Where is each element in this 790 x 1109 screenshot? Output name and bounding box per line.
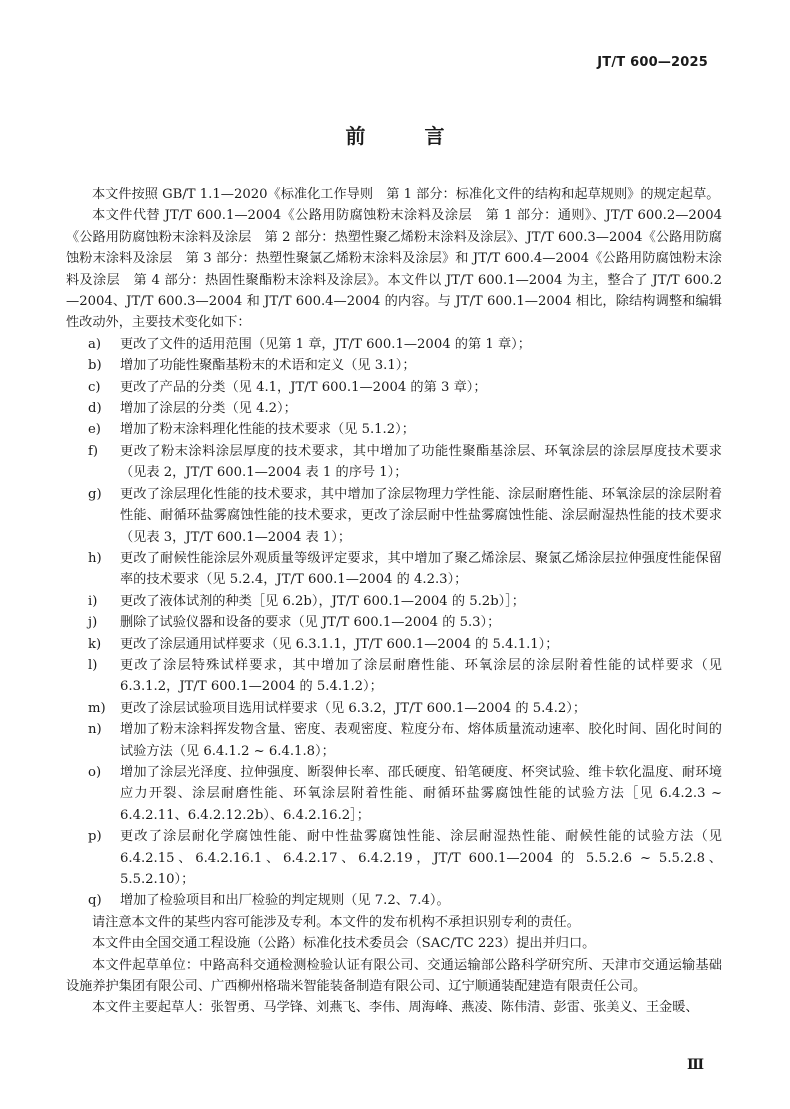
list-item-text: 更改了产品的分类（见 4.1，JT/T 600.1—2004 的第 3 章）； — [120, 379, 487, 395]
list-marker: k) — [88, 636, 102, 652]
list-marker: f) — [88, 443, 99, 459]
list-item-text: 更改了涂层耐化学腐蚀性能、耐中性盐雾腐蚀性能、涂层耐湿热性能、耐候性能的试验方法（见 6.4.2.15、6.4.2.16.1、6.4.2.17、6.4.2.19，JT/T 600.1—2004 的 5.5.2.6 ~ 5.5.2.8、5.5.2.10）； — [120, 829, 722, 887]
paragraph-proposer: 本文件由全国交通工程设施（公路）标准化技术委员会（SAC/TC 223）提出并归口。 — [92, 936, 596, 952]
list-item — [66, 377, 722, 398]
list-marker: l) — [88, 657, 98, 673]
list-marker: n) — [88, 722, 102, 738]
list-marker: i) — [88, 593, 98, 609]
list-item-text: 更改了液体试剂的种类［见 6.2b），JT/T 600.1—2004 的 5.2b）］； — [120, 593, 525, 609]
list-marker: h) — [88, 550, 102, 566]
paragraph-drafting-units: 本文件起草单位：中路高科交通检测检验认证有限公司、交通运输部公路科学研究所、天津市交通运输基础设施养护集团有限公司、广西柳州格瑞米智能装备制造有限公司、辽宁顺通装配建造有限责任公司。 — [66, 957, 722, 995]
paragraph-drafters: 本文件主要起草人：张智勇、马学锋、刘燕飞、李伟、周海峰、燕凌、陈伟清、彭雷、张美义、王金暖、 — [92, 1000, 699, 1016]
list-item-text: 增加了涂层的分类（见 4.2）； — [120, 401, 297, 417]
paragraph-patent-notice: 请注意本文件的某些内容可能涉及专利。本文件的发布机构不承担识别专利的责任。 — [92, 914, 580, 930]
list-marker: c) — [88, 379, 101, 395]
page-number: Ⅲ — [686, 1057, 704, 1073]
list-item-text: 增加了功能性聚酯基粉末的术语和定义（见 3.1）； — [120, 358, 416, 374]
list-item — [66, 655, 722, 698]
list-item-text: 更改了涂层特殊试样要求，其中增加了涂层耐磨性能、环氧涂层的涂层附着性能的试样要求（见 6.3.1.2，JT/T 600.1—2004 的 5.4.1.2）； — [120, 657, 722, 695]
list-item-text: 更改了涂层通用试样要求（见 6.3.1.1，JT/T 600.1—2004 的 5.4.1.1）； — [120, 636, 559, 652]
list-item-text: 更改了耐候性能涂层外观质量等级评定要求，其中增加了聚乙烯涂层、聚氯乙烯涂层拉伸强度性能保留率的技术要求（见 5.2.4，JT/T 600.1—2004 的 4.2.3）； — [120, 550, 722, 588]
list-item — [66, 612, 722, 633]
list-marker: a) — [88, 336, 102, 352]
list-item-text: 增加了粉末涂料挥发物含量、密度、表观密度、粒度分布、熔体质量流动速率、胶化时间、固化时间的试验方法（见 6.4.1.2 ~ 6.4.1.8）； — [120, 722, 722, 759]
list-marker: b) — [88, 358, 102, 374]
list-item-text: 更改了涂层试验项目选用试样要求（见 6.3.2，JT/T 600.1—2004 的 5.4.2）； — [120, 700, 587, 716]
list-marker: e) — [88, 422, 101, 438]
page-title: 前 言 — [345, 124, 471, 148]
list-item — [66, 591, 722, 612]
foreword-body — [66, 184, 722, 1019]
list-item — [66, 826, 722, 890]
list-item — [66, 890, 722, 911]
list-item — [66, 548, 722, 591]
list-marker: p) — [88, 829, 102, 845]
list-item — [66, 719, 722, 762]
list-item — [66, 398, 722, 419]
standard-code: JT/T 600—2025 — [597, 55, 708, 70]
list-marker: j) — [88, 615, 98, 631]
paragraph-replacement: 本文件代替 JT/T 600.1—2004《公路用防腐蚀粉末涂料及涂层 第 1 部分：通则》、JT/T 600.2—2004《公路用防腐蚀粉末涂料及涂层 第 2 部分：热塑性聚乙烯粉末涂料及涂层》、JT/T 600.3—2004《公路用防腐蚀粉末涂料及涂层 第 3 部分：热塑性聚氯乙烯粉末涂料及涂层》和 JT/T 600.4—2004《公路用防腐蚀粉末涂料及涂层 第 4 部分：热固性聚酯粉末涂料及涂层》。本文件以 JT/T 600.1—2004 为主，整合了 JT/T 600.2—2004、JT/T 600.3—2004 和 JT/T 600.4—2004 的内容。与 JT/T 600.1—2004 相比，除结构调整和编辑性改动外，主要技术变化如下： — [66, 208, 722, 331]
technical-changes-list — [66, 334, 722, 912]
list-item — [66, 334, 722, 355]
paragraph-drafting-rule: 本文件按照 GB/T 1.1—2020《标准化工作导则 第 1 部分：标准化文件的结构和起草规则》的规定起草。 — [92, 187, 720, 202]
list-item-text: 增加了检验项目和出厂检验的判定规则（见 7.2、7.4）。 — [120, 893, 450, 909]
list-item — [66, 484, 722, 548]
list-item-text: 增加了涂层光泽度、拉伸强度、断裂伸长率、邵氏硬度、铅笔硬度、杯突试验、维卡软化温度、耐环境应力开裂、涂层耐磨性能、环氧涂层附着性能、耐循环盐雾腐蚀性能的试验方法［见 6.4.2.3 ~ 6.4.2.11、6.4.2.12.2b）、6.4.2.16.2］； — [120, 764, 722, 823]
list-marker: o) — [88, 764, 102, 780]
list-item — [66, 355, 722, 376]
list-item — [66, 441, 722, 484]
list-marker: d) — [88, 401, 102, 417]
list-item-text: 更改了文件的适用范围（见第 1 章，JT/T 600.1—2004 的第 1 章）； — [120, 336, 531, 352]
list-marker: q) — [88, 893, 102, 909]
list-item-text: 删除了试验仪器和设备的要求（见 JT/T 600.1—2004 的 5.3）； — [120, 615, 501, 631]
list-item — [66, 634, 722, 655]
list-item-text: 增加了粉末涂料理化性能的技术要求（见 5.1.2）； — [120, 422, 415, 438]
list-item — [66, 419, 722, 440]
list-item — [66, 762, 722, 826]
list-item — [66, 698, 722, 719]
list-item-text: 更改了涂层理化性能的技术要求，其中增加了涂层物理力学性能、涂层耐磨性能、环氧涂层的涂层附着性能、耐循环盐雾腐蚀性能的技术要求，更改了涂层耐中性盐雾腐蚀性能、涂层耐湿热性能的技术要求（见表 3，JT/T 600.1—2004 表 1）； — [120, 486, 722, 545]
list-marker: m) — [88, 700, 106, 716]
list-marker: g) — [88, 486, 102, 502]
list-item-text: 更改了粉末涂料涂层厚度的技术要求，其中增加了功能性聚酯基涂层、环氧涂层的涂层厚度技术要求（见表 2，JT/T 600.1—2004 表 1 的序号 1）； — [120, 443, 722, 481]
